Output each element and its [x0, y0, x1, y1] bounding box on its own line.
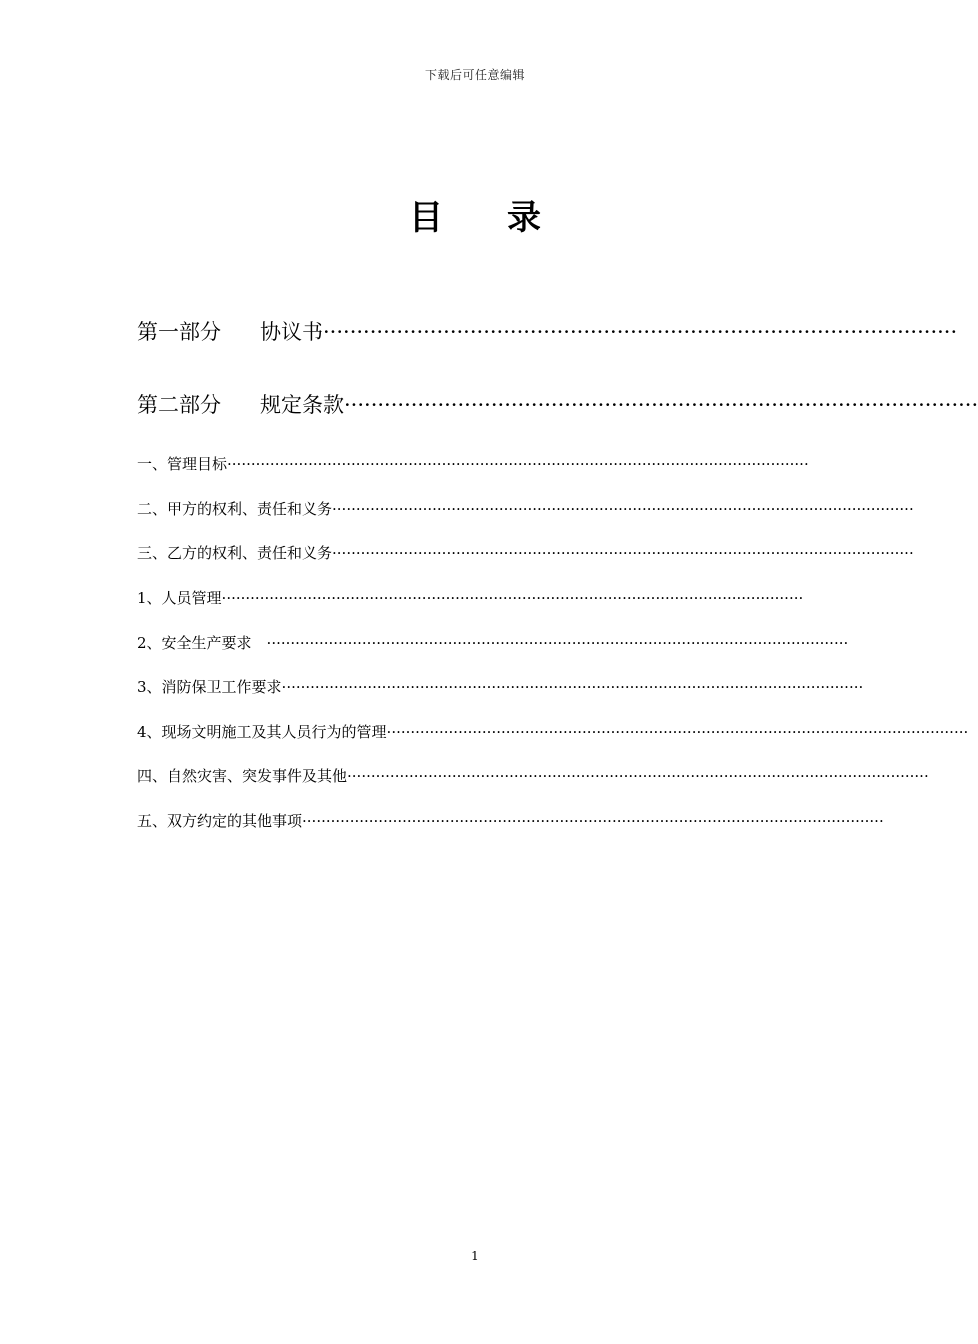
toc-leader-dots: ·························································································································· [302, 812, 884, 830]
toc-entry-label: 3、消防保卫工作要求 [137, 678, 282, 696]
toc-entry-label: 1、人员管理 [137, 589, 222, 607]
toc-part-number: 第一部分 [137, 320, 221, 344]
toc-entry-section-1[interactable] [137, 452, 809, 476]
toc-entry-subsection-2[interactable] [137, 631, 849, 655]
toc-entry-section-5[interactable] [137, 809, 884, 833]
toc-leader-dots: ·························································································································· [347, 767, 929, 785]
toc-leader-dots: ·························································································································· [221, 589, 804, 607]
toc-title-char-2: 录 [507, 198, 541, 238]
toc-leader-dots: ·························································································································· [332, 500, 914, 518]
header-note: 下载后可任意编辑 [424, 68, 525, 82]
toc-leader-dots: ·························································································································· [386, 723, 969, 741]
toc-entry-label: 二、甲方的权利、责任和义务 [137, 500, 333, 518]
toc-entry-label: 四、自然灾害、突发事件及其他 [137, 767, 348, 785]
toc-entry-subsection-1[interactable] [137, 586, 804, 610]
toc-leader-dots: ·························································································································· [227, 455, 809, 473]
toc-leader-dots: ·························································································································· [281, 678, 864, 696]
toc-entry-part-2[interactable] [137, 389, 978, 421]
toc-entry-label: 三、乙方的权利、责任和义务 [137, 544, 333, 562]
toc-entry-section-2[interactable] [137, 497, 914, 521]
toc-entry-label: 协议书 [260, 320, 323, 344]
toc-entry-label: 五、双方约定的其他事项 [137, 812, 303, 830]
toc-entry-part-1[interactable] [137, 316, 958, 348]
toc-entry-subsection-3[interactable] [137, 675, 864, 699]
toc-entry-section-3[interactable] [137, 541, 914, 565]
toc-leader-dots: ······························································································· [344, 393, 978, 417]
page-number: 1 [471, 1249, 479, 1263]
toc-entry-label: 一、管理目标 [137, 455, 228, 473]
toc-part-number: 第二部分 [137, 393, 221, 417]
toc-entry-label: 2、安全生产要求 [137, 634, 267, 652]
toc-leader-dots: ·························································································································· [332, 544, 914, 562]
toc-title [0, 190, 950, 239]
toc-entry-section-4[interactable] [137, 764, 929, 788]
toc-leader-dots: ······························································································· [323, 320, 958, 344]
toc-entry-label: 4、现场文明施工及其人员行为的管理 [137, 723, 387, 741]
toc-entry-subsection-4[interactable] [137, 720, 969, 744]
toc-entry-label: 规定条款 [260, 393, 344, 417]
toc-title-char-1: 目 [409, 198, 443, 238]
toc-leader-dots: ·························································································································· [266, 634, 849, 652]
